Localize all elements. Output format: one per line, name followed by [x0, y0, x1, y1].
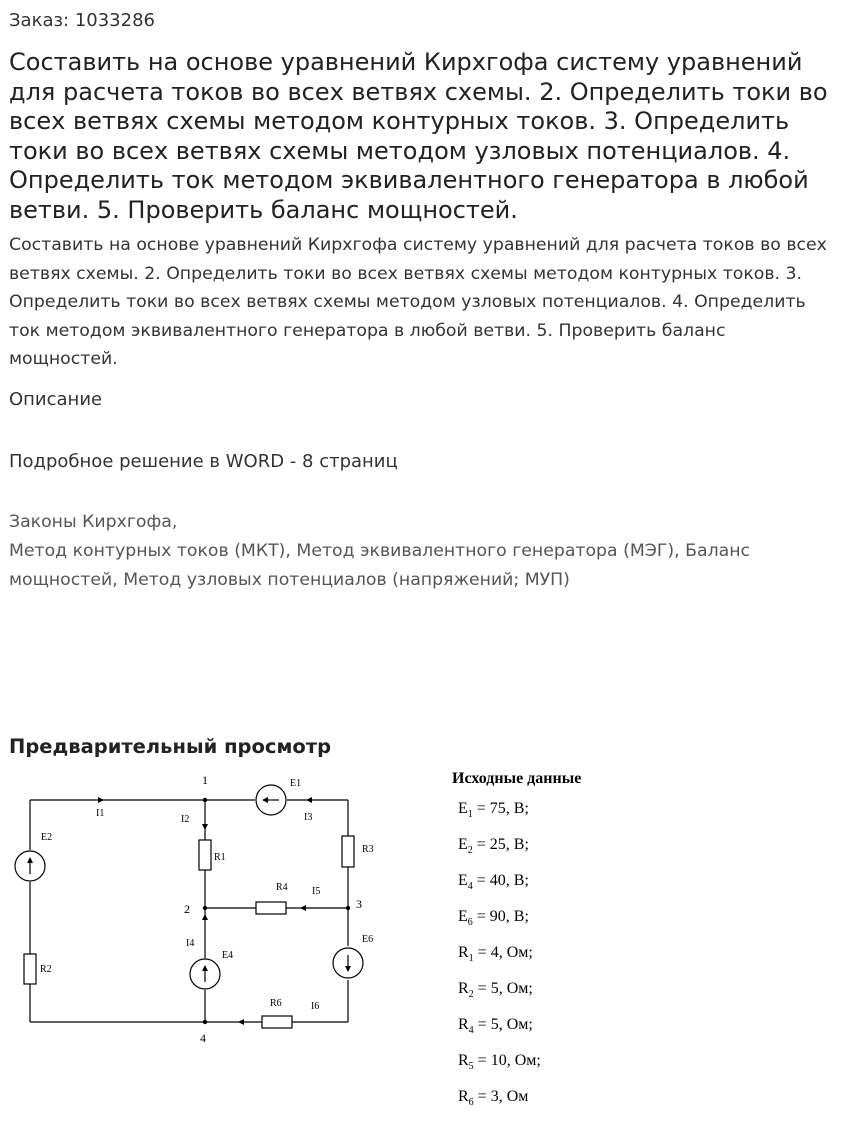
current-label-i3: I3: [304, 812, 313, 823]
current-label-i4: I4: [186, 938, 195, 949]
given-item: $R_6 = 3$, Ом: [458, 1088, 529, 1109]
current-label-i5: I5: [312, 886, 321, 897]
resistor-label-r6: R6: [270, 998, 282, 1009]
description-text: Составить на основе уравнений Кирхгофа систему уравнений для расчета токов во всех ветвях схемы. 2. Определить токи во всех ветвях схемы методом контурных токов. 3. Определить токи во всех ветвях схемы методом узловых потенциалов. 4. Определить ток методом эквивалентного генератора в любой ветви. 5. Проверить баланс мощностей.: [9, 235, 827, 369]
node-label-1: 1: [202, 773, 208, 787]
resistor-r1-shape: [199, 840, 211, 870]
given-item: $R_1 = 4$, Ом;: [458, 944, 533, 965]
emf-label-e1: E1: [290, 778, 302, 789]
tag-link-equivalent-generator[interactable]: Метод эквивалентного генератора (МЭГ): [296, 541, 675, 561]
node-label-3: 3: [356, 897, 362, 911]
current-label-i6: I6: [311, 1001, 320, 1012]
tag-link-nodal-potential[interactable]: Метод узловых потенциалов (напряжений; МУП): [123, 570, 570, 590]
solution-info: Подробное решение в WORD - 8 страниц: [9, 451, 398, 472]
tag-list: Законы Кирхгофа, Метод контурных токов (МКТ), Метод эквивалентного генератора (МЭГ), Баланс мощностей, Метод узловых потенциалов (напряжений; МУП): [9, 512, 751, 590]
given-item: $E_6 = 90$, В;: [458, 908, 529, 929]
current-label-i2: I2: [181, 814, 190, 825]
resistor-r6-shape: [262, 1016, 292, 1028]
given-item: $R_5 = 10$, Ом;: [458, 1052, 541, 1073]
resistor-label-r1: R1: [214, 852, 226, 863]
order-number: Заказ: 1033286: [9, 10, 155, 31]
resistor-r4-shape: [256, 902, 286, 914]
tag-link-kirchhoff[interactable]: Законы Кирхгофа,: [9, 512, 178, 532]
emf-label-e4: E4: [222, 950, 234, 961]
given-data-list: [458, 800, 541, 1124]
emf-label-e6: E6: [362, 934, 374, 945]
page-title: Составить на основе уравнений Кирхгофа систему уравнений для расчета токов во всех ветвях схемы. 2. Определить токи во всех ветвях схемы методом контурных токов. 3. Определить токи во всех ветвях схемы методом узловых потенциалов. 4. Определить ток методом эквивалентного генератора в любой ветви. 5. Проверить баланс мощностей.: [9, 48, 828, 224]
given-item: $E_4 = 40$, В;: [458, 872, 529, 893]
given-item: $R_2 = 5$, Ом;: [458, 980, 533, 1001]
preview-heading: Предварительный просмотр: [9, 735, 332, 758]
resistor-r2-shape: [24, 954, 36, 984]
tag-link-mesh-current[interactable]: Метод контурных токов (МКТ): [9, 541, 286, 561]
resistor-label-r2: R2: [40, 964, 52, 975]
description-heading: Описание: [9, 389, 103, 410]
resistor-r3-shape: [342, 836, 354, 867]
circuit-diagram: [0, 768, 847, 1120]
current-label-i1: I1: [96, 808, 105, 819]
given-data-title: Исходные данные: [452, 770, 582, 787]
resistor-label-r4: R4: [276, 882, 288, 893]
given-item: $R_4 = 5$, Ом;: [458, 1016, 533, 1037]
resistor-label-r3: R3: [362, 844, 374, 855]
tag-link-power-balance[interactable]: Баланс мощностей: [9, 541, 751, 590]
node-label-2: 2: [184, 902, 190, 916]
given-item: $E_2 = 25$, В;: [458, 836, 529, 857]
node-label-4: 4: [200, 1031, 206, 1045]
emf-label-e2: E2: [41, 832, 53, 843]
given-item: $E_1 = 75$, В;: [458, 800, 529, 821]
